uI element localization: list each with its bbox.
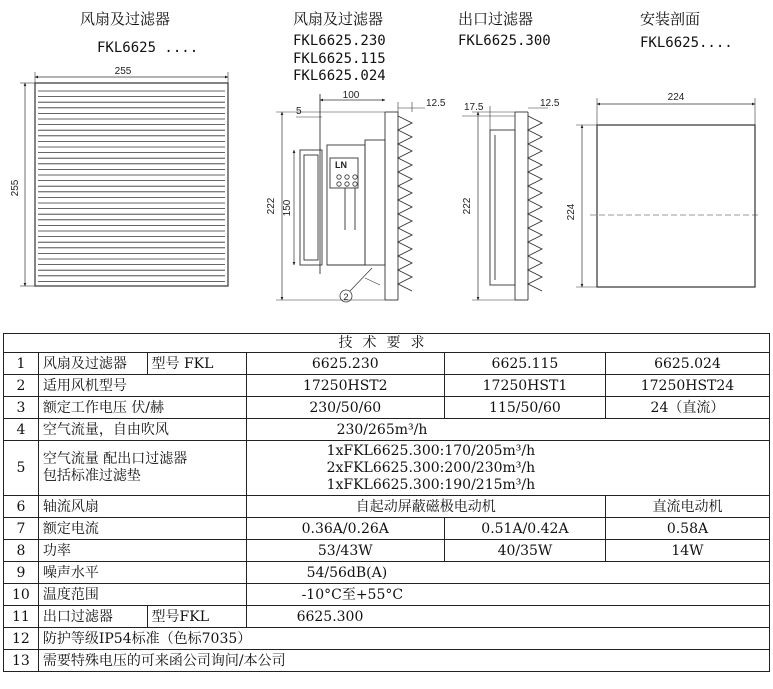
table-row: 5 空气流量 配出口过滤器 包括标准过滤垫 1xFKL6625.300:170/205m³/h 2xFKL6625.300:200/230m³/h 1xFKL6625.300:190/215m³/h	[4, 441, 770, 496]
view1-front-view	[20, 72, 228, 286]
view3-title: 出口过滤器	[458, 10, 534, 28]
view2-terminal-panel	[337, 175, 357, 186]
view3-depth-dim: 17.5	[464, 102, 484, 113]
view3-height-dim: 222	[462, 197, 473, 215]
table-row: 9 噪声水平 54/56dB(A)	[4, 562, 770, 584]
table-row: 4 空气流量，自由吹风 230/265m³/h	[4, 419, 770, 441]
view2-depth-dim: 100	[342, 90, 360, 101]
spec-table	[3, 333, 770, 672]
view2-fan-dim: 150	[282, 199, 293, 217]
view1-title: 风扇及过滤器	[80, 10, 171, 28]
table-row: 11 出口过滤器 型号FKL 6625.300	[4, 606, 770, 628]
view1-width-dim: 255	[114, 66, 132, 77]
view1-height-dim: 255	[10, 179, 21, 197]
view2-offset-dim: 5	[296, 106, 302, 117]
drawing-canvas	[0, 0, 773, 330]
table-row: 8 功率 53/43W 40/35W 14W	[4, 540, 770, 562]
view4-title: 安装剖面	[640, 10, 701, 28]
view4-height-dim: 224	[566, 203, 577, 221]
view4-model: FKL6625....	[640, 35, 733, 51]
view2-title: 风扇及过滤器	[293, 10, 384, 28]
view2-model-1: FKL6625.230	[293, 33, 386, 49]
table-row: 1 风扇及过滤器 型号 FKL 6625.230 6625.115 6625.024	[4, 353, 770, 375]
table-row: 7 额定电流 0.36A/0.26A 0.51A/0.42A 0.58A	[4, 518, 770, 540]
view3-flange-dim: 12.5	[540, 98, 560, 109]
view2-side-view	[276, 94, 425, 302]
table-title: 技术要求	[4, 334, 770, 353]
view2-model-3: FKL6625.024	[293, 68, 386, 84]
table-row: 13 需要特殊电压的可来函公司询问/本公司	[4, 650, 770, 672]
view3-side-view	[462, 106, 548, 300]
view2-ln-label: LN	[335, 160, 347, 170]
view2-callout: 2	[343, 292, 349, 302]
view4-width-dim: 224	[667, 92, 685, 103]
view1-model: FKL6625 ....	[97, 40, 199, 56]
table-row: 2 适用风机型号 17250HST2 17250HST1 17250HST24	[4, 375, 770, 397]
table-row: 12 防护等级IP54标准（色标7035）	[4, 628, 770, 650]
view4-cutout-view	[576, 98, 760, 287]
view2-height-dim: 222	[266, 197, 277, 215]
technical-drawings	[0, 0, 773, 330]
table-row: 10 温度范围 -10°C至+55°C	[4, 584, 770, 606]
view3-model: FKL6625.300	[458, 33, 551, 49]
table-row: 3 额定工作电压 伏/赫 230/50/60 115/50/60 24（直流）	[4, 397, 770, 419]
view2-flange-dim: 12.5	[426, 98, 446, 109]
view2-model-2: FKL6625.115	[293, 51, 386, 67]
table-row: 6 轴流风扇 自起动屏蔽磁极电动机 直流电动机	[4, 496, 770, 518]
